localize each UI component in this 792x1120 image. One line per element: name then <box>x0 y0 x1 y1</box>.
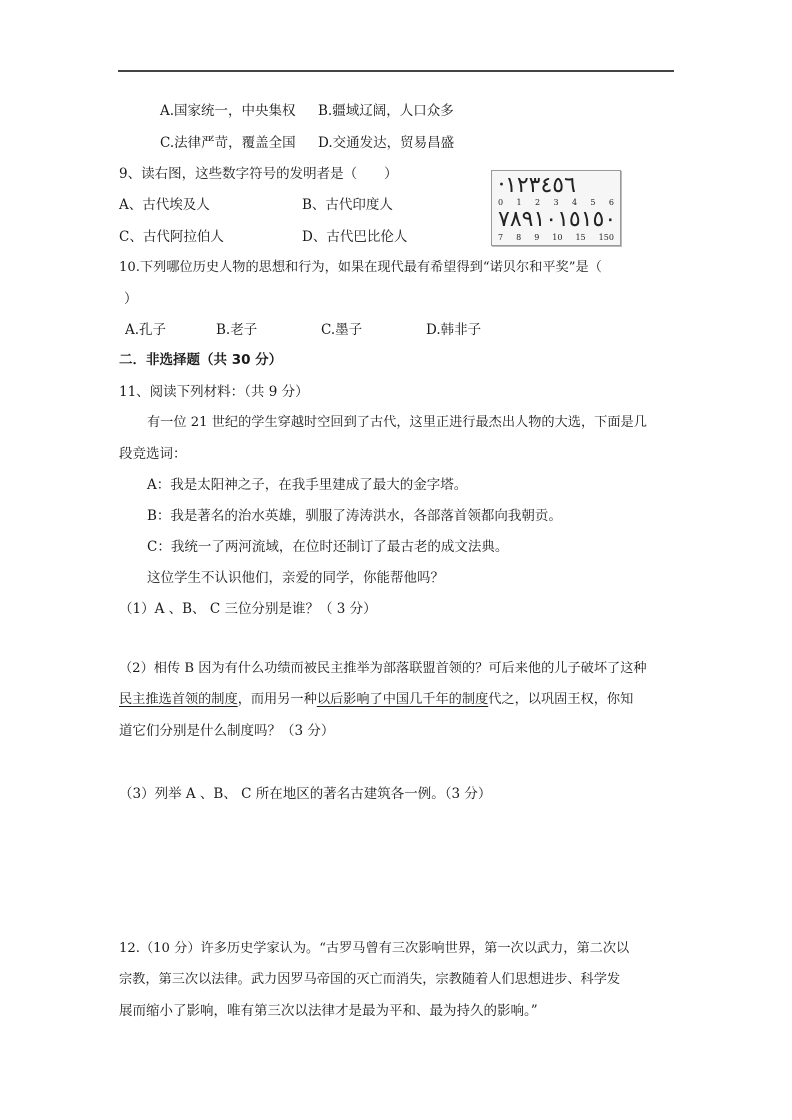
numeral-label: 0 <box>498 198 504 207</box>
q11-intro-line2: 段竞选词： <box>119 446 187 462</box>
q10-option-d: D.韩非子 <box>426 322 482 338</box>
q10-stem-line2: ） <box>124 291 138 307</box>
q11-sub1: （1）A 、B、 C 三位分别是谁？（ 3 分） <box>119 601 377 617</box>
numeral-label: 150 <box>598 233 614 242</box>
numeral-label: 7 <box>498 233 504 242</box>
numerals-row2-labels <box>498 233 614 242</box>
q11-intro-line1: 有一位 21 世纪的学生穿越时空回到了古代，这里正进行最杰出人物的大选，下面是几 <box>147 415 647 430</box>
numeral-label: 6 <box>608 198 614 207</box>
numeral-label: 15 <box>575 233 586 242</box>
q11-sub2-line3: 道它们分别是什么制度吗？（3 分） <box>119 723 335 739</box>
q10-option-c: C.墨子 <box>321 322 363 338</box>
q8-option-d: D.交通发达，贸易昌盛 <box>318 135 455 151</box>
numeral-label: 4 <box>571 198 578 207</box>
q9-stem: 9、读右图，这些数字符号的发明者是（ ） <box>119 166 398 182</box>
q11-sub3: （3）列举 A 、B、 C 所在地区的著名古建筑各一例。（3 分） <box>119 786 492 802</box>
text-segment: ，而用另一种 <box>237 692 317 707</box>
numeral-label: 1 <box>516 198 522 207</box>
numerals-row1-glyphs: ·١٢٣٤٥٦ <box>498 173 576 198</box>
underlined-phrase: 以后影响了中国几千年的制度 <box>316 692 489 707</box>
q11-speech-c: C：我统一了两河流域，在位时还制订了最古老的成文法典。 <box>147 539 509 555</box>
numeral-label: 5 <box>590 198 596 207</box>
q11-speech-a: A：我是太阳神之子，在我手里建成了最大的金字塔。 <box>147 477 468 493</box>
q12-line1: 12.（10 分）许多历史学家认为。“古罗马曾有三次影响世界，第一次以武力，第二次以 <box>119 941 630 956</box>
underlined-phrase: 民主推选首领的制度 <box>119 692 238 707</box>
header-rule <box>118 70 674 72</box>
q9-option-a: A、古代埃及人 <box>119 197 210 213</box>
q8-option-b: B.疆域辽阔，人口众多 <box>318 103 454 119</box>
q12-line2: 宗教，第三次以法律。武力因罗马帝国的灭亡而消失，宗教随着人们思想进步、科学发 <box>119 972 621 987</box>
arabic-numerals-figure <box>491 170 621 246</box>
q9-option-c: C、古代阿拉伯人 <box>119 229 224 245</box>
numerals-row1-labels <box>498 198 614 207</box>
q12-line3: 展而缩小了影响，唯有第三次以法律才是最为平和、最为持久的影响。” <box>119 1003 538 1019</box>
q11-sub2-line1: （2）相传 B 因为有什么功绩而被民主推举为部落联盟首领的？可后来他的儿子破坏了这种 <box>119 661 647 676</box>
q9-option-d: D、古代巴比伦人 <box>302 229 408 245</box>
q8-option-c: C.法律严苛，覆盖全国 <box>160 135 296 151</box>
q11-stem: 11、阅读下列材料：（共 9 分） <box>119 384 309 400</box>
numeral-label: 10 <box>552 233 563 242</box>
section-title: 二．非选择题（共 30 分） <box>119 352 283 368</box>
text-segment: 代之，以巩固王权，你知 <box>488 692 634 707</box>
q10-stem-line1: 10.下列哪位历史人物的思想和行为，如果在现代最有希望得到“诺贝尔和平奖”是（ <box>119 260 602 275</box>
q11-ask: 这位学生不认识他们，亲爱的同学，你能帮他吗？ <box>147 570 444 586</box>
numeral-label: 8 <box>516 233 522 242</box>
q11-sub2-line2 <box>119 691 633 709</box>
q11-speech-b: B：我是著名的治水英雄，驯服了涛涛洪水，各部落首领都向我朝贡。 <box>147 508 562 524</box>
q9-option-b: B、古代印度人 <box>302 197 393 213</box>
q10-option-a: A.孔子 <box>125 322 167 338</box>
q8-option-a: A.国家统一，中央集权 <box>160 103 296 119</box>
numeral-label: 3 <box>553 198 559 207</box>
q10-option-b: B.老子 <box>216 322 258 338</box>
numeral-label: 2 <box>534 198 541 207</box>
numerals-row2-glyphs: ٧٨٩١٠١٥١٥٠ <box>498 207 617 232</box>
numeral-label: 9 <box>534 233 540 242</box>
